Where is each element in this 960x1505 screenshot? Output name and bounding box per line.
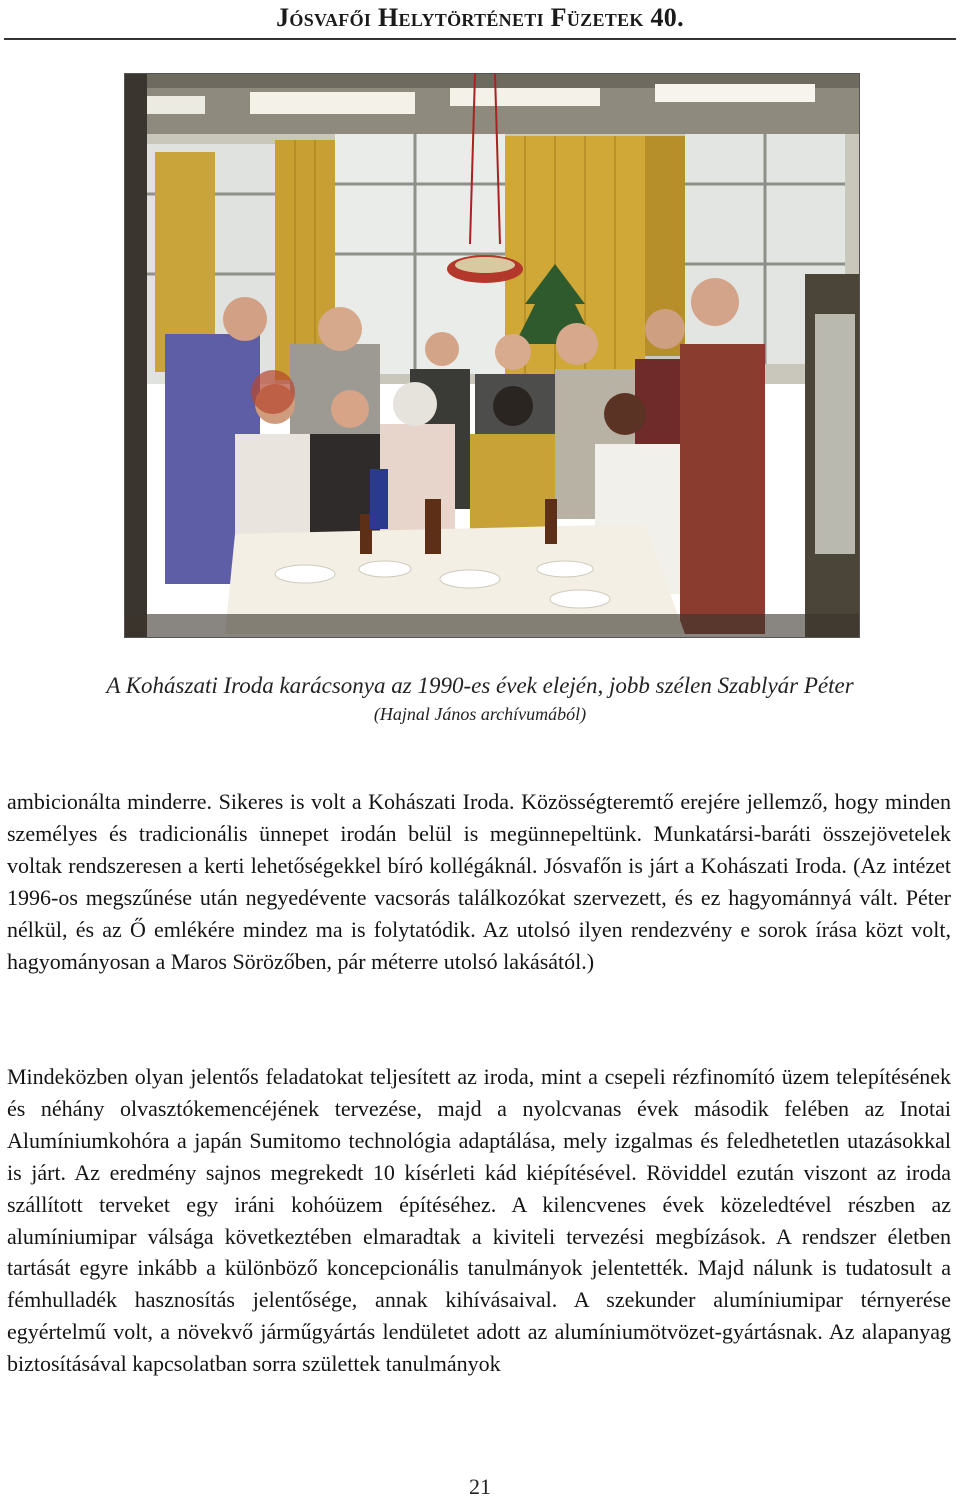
page-number: 21: [469, 1474, 491, 1499]
photo-caption: A Kohászati Iroda karácsonya az 1990-es évek elején, jobb szélen Szablyár Péter: [106, 673, 854, 698]
body-paragraph-1: ambicionálta minderre. Sikeres is volt a Kohászati Iroda. Közösségteremtő erejére jellemző, hogy minden személyes és tradicionális ünnepet irodán belül is megünnepeltünk. Munkatársi-baráti összejövetelek voltak rendszeresen a kerti lehetőségekkel bíró kollégáknál. Jósvafőn is járt a Kohászati Iroda. (Az intézet 1996-os megszűnése után negyedévente vacsorás találkozókat szervezett, és ez hagyománnyá vált. Péter nélkül, és az Ő emlékére mindez ma is folytatódik. Az utolsó ilyen rendezvény e sorok írása közt volt, hagyományosan a Maros Sörözőben, pár méterre utolsó lakásától.): [7, 789, 951, 974]
page-header: [0, 0, 960, 40]
photo-credit: (Hajnal János archívumából): [373, 704, 587, 724]
group-photo-illustration: [125, 74, 860, 638]
header-title: Jósvafői Helytörténeti Füzetek 40.: [276, 3, 684, 32]
group-photo: [124, 73, 860, 638]
body-paragraph-2: Mindeközben olyan jelentős feladatokat teljesített az iroda, mint a csepeli rézfinomító üzem telepítésének és néhány olvasztókemencéjének tervezése, majd a nyolcvanas évek második felében az Inotai Alumíniumkohóra a japán Sumitomo technológia adaptálása, mely izgalmas és feledhetetlen utazásokkal is járt. Az eredmény sajnos megrekedt 10 kísérleti kád kiépítésével. Röviddel ezután viszont az iroda szállított terveket egy iráni kohóüzem építéséhez. A kilencvenes évek közeledtével részben az alumíniumipar válsága következtében elmaradtak a kiviteli tervezési megbízások. A rendszer életben tartását egyre inkább a különböző koncepcionális tanulmányok jelentették. Majd nálunk is tudatosult a fémhulladék hasznosítás jelentősége, annak kihívásaival. A szekunder alumíniumipar térnyerése egyértelmű volt, a növekvő járműgyártás lendületet adott az alumíniumötvözet-gyártásnak. Az alapanyag biztosításával kapcsolatban sorra születtek tanulmányok: [7, 1064, 951, 1377]
header-rule: [4, 38, 956, 40]
